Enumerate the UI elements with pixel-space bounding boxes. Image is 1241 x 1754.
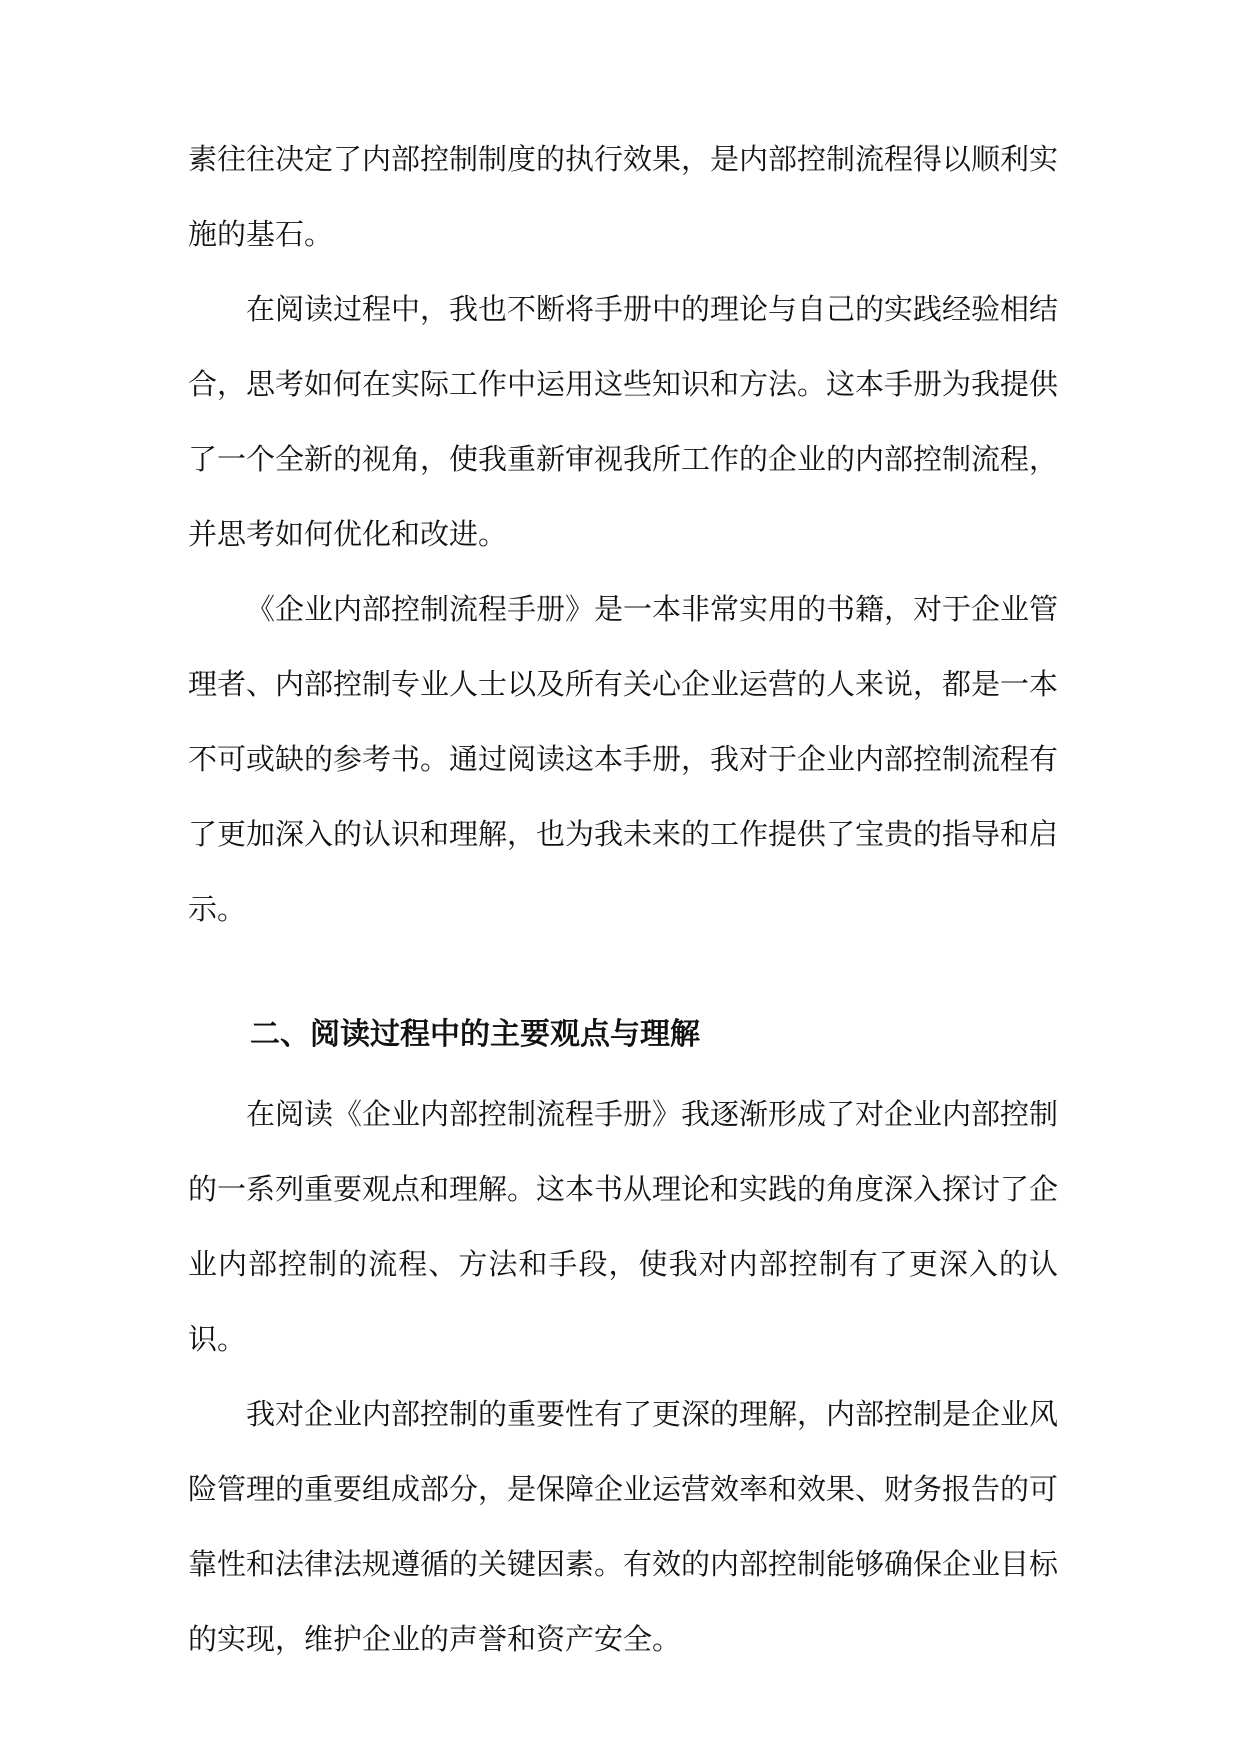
paragraph-importance: 我对企业内部控制的重要性有了更深的理解，内部控制是企业风险管理的重要组成部分，是保障企业运营效率和效果、财务报告的可靠性和法律法规遵循的关键因素。有效的内部控制能够确保企业目标的实现，维护企业的声誉和资产安全。 xyxy=(188,1397,1059,1656)
paragraph-main-views: 在阅读《企业内部控制流程手册》我逐渐形成了对企业内部控制的一系列重要观点和理解。这本书从理论和实践的角度深入探讨了企业内部控制的流程、方法和手段，使我对内部控制有了更深入的认识。 xyxy=(188,1097,1059,1356)
paragraph-continuation: 素往往决定了内部控制制度的执行效果，是内部控制流程得以顺利实施的基石。 xyxy=(188,142,1059,251)
document-page xyxy=(188,122,1058,1677)
section-heading: 二、阅读过程中的主要观点与理解 xyxy=(250,1017,700,1052)
paragraph-reading-practice: 在阅读过程中，我也不断将手册中的理论与自己的实践经验相结合，思考如何在实际工作中运用这些知识和方法。这本手册为我提供了一个全新的视角，使我重新审视我所工作的企业的内部控制流程，并思考如何优化和改进。 xyxy=(188,292,1059,551)
paragraph-book-summary: 《企业内部控制流程手册》是一本非常实用的书籍，对于企业管理者、内部控制专业人士以及所有关心企业运营的人来说，都是一本不可或缺的参考书。通过阅读这本手册，我对于企业内部控制流程有了更加深入的认识和理解，也为我未来的工作提供了宝贵的指导和启示。 xyxy=(188,592,1059,926)
